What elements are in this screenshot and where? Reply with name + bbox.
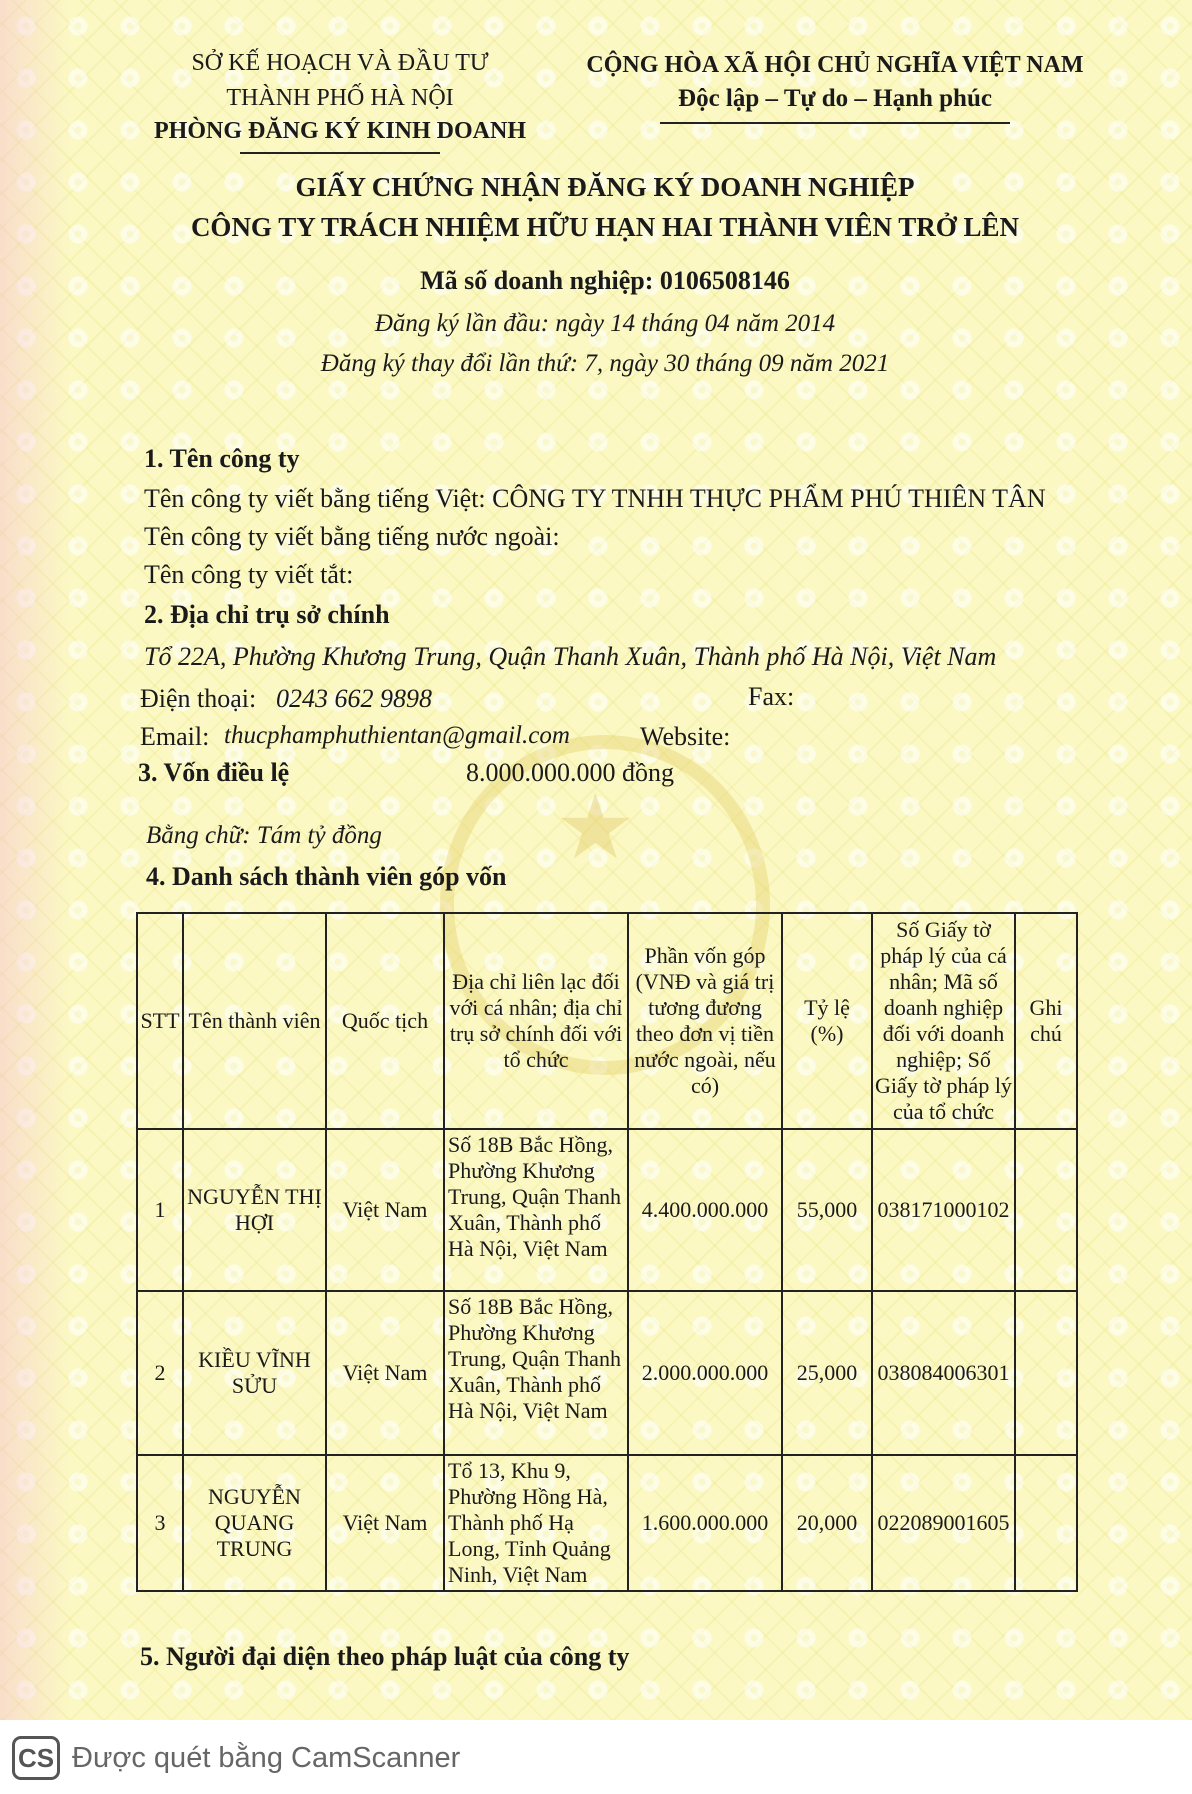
row-stt: 3 [137,1455,183,1591]
certificate-title: GIẤY CHỨNG NHẬN ĐĂNG KÝ DOANH NGHIỆP [295,172,915,202]
row-id-number: 038171000102 [872,1129,1015,1291]
header-right-underline [660,122,1010,124]
member-contribution-table [136,912,1078,1592]
row-capital: 4.400.000.000 [628,1129,782,1291]
website-label: Website: [640,722,731,751]
company-type: CÔNG TY TRÁCH NHIỆM HỮU HẠN HAI THÀNH VIÊN TRỞ LÊN [190,212,1020,242]
fax-label: Fax: [748,682,795,711]
camscanner-caption: Được quét bằng CamScanner [72,1742,461,1774]
col-nationality-header: Quốc tịch [326,913,444,1129]
row-stt: 1 [137,1129,183,1291]
row-nationality: Việt Nam [326,1291,444,1455]
row-capital: 1.600.000.000 [628,1455,782,1591]
row-address: Tổ 13, Khu 9, Phường Hồng Hà, Thành phố Hạ Long, Tỉnh Quảng Ninh, Việt Nam [444,1455,628,1591]
row-address: Số 18B Bắc Hồng, Phường Khương Trung, Quận Thanh Xuân, Thành phố Hà Nội, Việt Nam [444,1129,628,1291]
col-ratio-header: Tỷ lệ (%) [782,913,872,1129]
col-id-header: Số Giấy tờ pháp lý của cá nhân; Mã số doanh nghiệp đối với doanh nghiệp; Số Giấy tờ pháp lý của tổ chức [872,913,1015,1129]
tax-code: Mã số doanh nghiệp: 0106508146 [420,266,790,295]
emblem-star-icon: ★ [555,775,636,880]
row-ratio: 20,000 [782,1455,872,1591]
table-row [137,1455,1077,1591]
change-registration-date: Đăng ký thay đổi lần thứ: 7, ngày 30 tháng 09 năm 2021 [320,350,890,377]
row-ratio: 55,000 [782,1129,872,1291]
section-2-heading: 2. Địa chỉ trụ sở chính [144,600,390,629]
section-1-heading: 1. Tên công ty [144,444,300,473]
row-address: Số 18B Bắc Hồng, Phường Khương Trung, Quận Thanh Xuân, Thành phố Hà Nội, Việt Nam [444,1291,628,1455]
row-member-name: NGUYỄN QUANG TRUNG [183,1455,326,1591]
company-name-short: Tên công ty viết tắt: [144,560,354,589]
national-motto: Độc lập – Tự do – Hạnh phúc [678,85,992,112]
section-5-heading: 5. Người đại diện theo pháp luật của công ty [140,1642,630,1671]
agency-office: PHÒNG ĐĂNG KÝ KINH DOANH [154,118,526,144]
phone-value: 0243 662 9898 [276,684,432,713]
camscanner-logo-icon: CS [12,1736,60,1780]
table-header-row [137,913,1077,1129]
table-row [137,1291,1077,1455]
camscanner-footer [0,1720,1192,1794]
company-name-foreign: Tên công ty viết bằng tiếng nước ngoài: [144,522,560,551]
header-left-underline [240,152,440,154]
section-4-heading: 4. Danh sách thành viên góp vốn [146,862,507,891]
table-row [137,1129,1077,1291]
col-address-header: Địa chỉ liên lạc đối với cá nhân; địa chỉ trụ sở chính đối với tổ chức [444,913,628,1129]
row-note [1015,1129,1077,1291]
first-registration-date: Đăng ký lần đầu: ngày 14 tháng 04 năm 2014 [374,310,836,337]
row-member-name: KIỀU VĨNH SỬU [183,1291,326,1455]
row-nationality: Việt Nam [326,1129,444,1291]
row-nationality: Việt Nam [326,1455,444,1591]
row-member-name: NGUYỄN THỊ HỢI [183,1129,326,1291]
email-value: thucphamphuthientan@gmail.com [224,722,570,749]
row-note [1015,1291,1077,1455]
row-id-number: 038084006301 [872,1291,1015,1455]
col-name-header: Tên thành viên [183,913,326,1129]
row-capital: 2.000.000.000 [628,1291,782,1455]
col-capital-header: Phần vốn góp (VNĐ và giá trị tương đương theo đơn vị tiền nước ngoài, nếu có) [628,913,782,1129]
national-title: CỘNG HÒA XÃ HỘI CHỦ NGHĨA VIỆT NAM [586,52,1084,78]
col-stt-header: STT [137,913,183,1129]
head-office-address: Tổ 22A, Phường Khương Trung, Quận Thanh Xuân, Thành phố Hà Nội, Việt Nam [144,642,997,671]
company-name-vn: Tên công ty viết bằng tiếng Việt: CÔNG TY TNHH THỰC PHẨM PHÚ THIÊN TÂN [144,484,1046,513]
email-label: Email: [140,722,210,751]
charter-capital-amount: 8.000.000.000 đồng [466,758,674,787]
phone-label: Điện thoại: [140,684,257,713]
row-id-number: 022089001605 [872,1455,1015,1591]
row-stt: 2 [137,1291,183,1455]
row-note [1015,1455,1077,1591]
section-3-heading: 3. Vốn điều lệ [138,758,290,787]
charter-capital-words: Bằng chữ: Tám tỷ đồng [146,822,382,849]
row-ratio: 25,000 [782,1291,872,1455]
col-note-header: Ghi chú [1015,913,1077,1129]
agency-name: SỞ KẾ HOẠCH VÀ ĐẦU TƯ [191,50,489,76]
agency-city: THÀNH PHỐ HÀ NỘI [226,85,454,111]
